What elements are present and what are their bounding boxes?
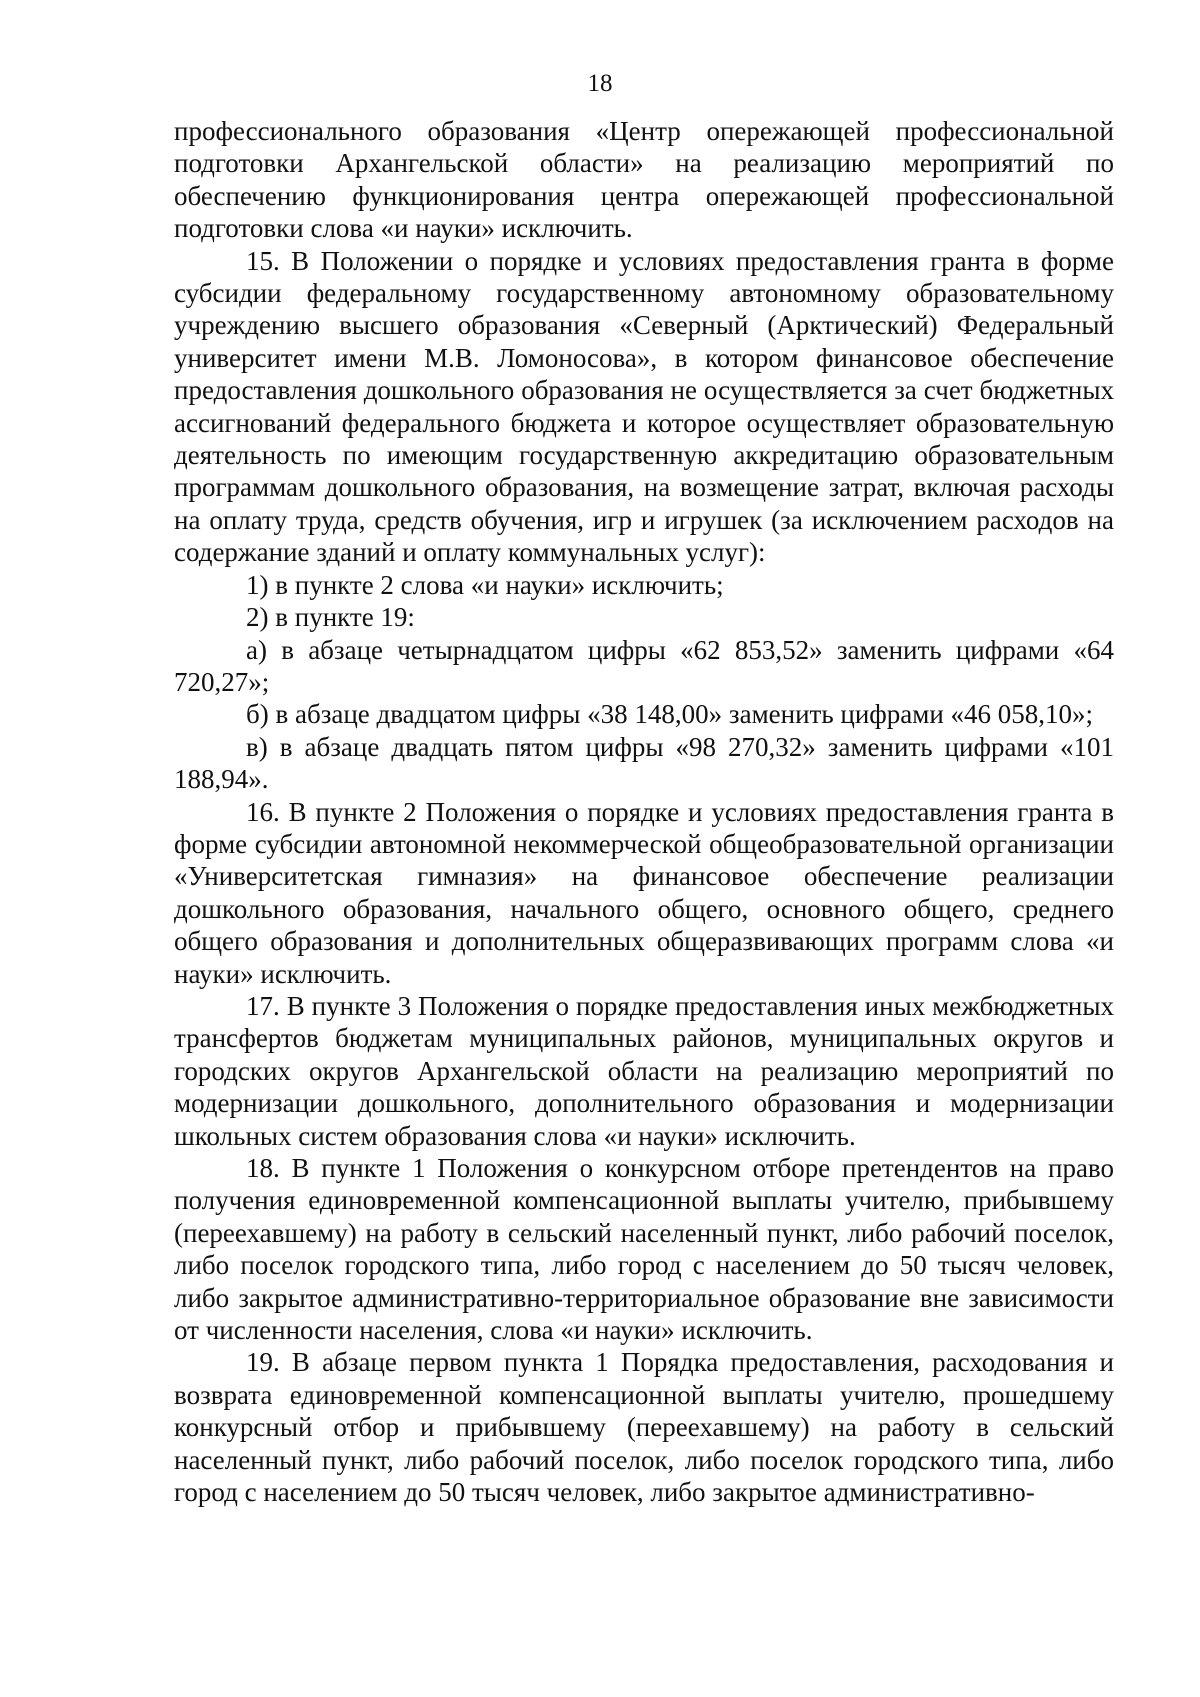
paragraph-subitem-1: 1) в пункте 2 слова «и науки» исключить; — [246, 569, 724, 600]
paragraph-item-17: 17. В пункте 3 Положения о порядке предоставления иных межбюджетных трансфертов бюджетам муниципальных районов, муниципальных округов и городских округов Архангельской области на реализацию мероприятий по модернизации дошкольного, дополнительного образования и модернизации школьных систем образования слова «и науки» исключить. — [174, 990, 1114, 1151]
paragraph-continuation: профессионального образования «Центр опережающей профессиональной подготовки Архангельской области» на реализацию мероприятий по обеспечению функционирования центра опережающей профессиональной подготовки слова «и науки» исключить. — [174, 116, 1114, 244]
paragraph-item-19: 19. В абзаце первом пункта 1 Порядка предоставления, расходования и возврата единовременной компенсационной выплаты учителю, прошедшему конкурсный отбор и прибывшему (переехавшему) на работу в сельский населенный пункт, либо рабочий поселок, либо поселок городского типа, либо город с населением до 50 тысяч человек, либо закрытое административно- — [174, 1347, 1114, 1508]
paragraph-subitem-b: б) в абзаце двадцатом цифры «38 148,00» заменить цифрами «46 058,10»; — [246, 699, 1094, 730]
document-body — [174, 115, 1114, 1508]
paragraph-item-15: 15. В Положении о порядке и условиях предоставления гранта в форме субсидии федеральному государственному автономному образовательному учреждению высшего образования «Северный (Арктический) Федеральный университет имени М.В. Ломоносова», в котором финансовое обеспечение предоставления дошкольного образования не осуществляется за счет бюджетных ассигнований федерального бюджета и которое осуществляет образовательную деятельность по имеющим государственную аккредитацию образовательным программам дошкольного образования, на возмещение затрат, включая расходы на оплату труда, средств обучения, игр и игрушек (за исключением расходов на содержание зданий и оплату коммунальных услуг): — [174, 245, 1114, 568]
paragraph-item-18: 18. В пункте 1 Положения о конкурсном отборе претендентов на право получения единовременной компенсационной выплаты учителю, прибывшему (переехавшему) на работу в сельский населенный пункт, либо рабочий поселок, либо поселок городского типа, либо город с населением до 50 тысяч человек, либо закрытое административно-территориальное образование вне зависимости от численности населения, слова «и науки» исключить. — [174, 1153, 1114, 1346]
paragraph-item-16: 16. В пункте 2 Положения о порядке и условиях предоставления гранта в форме субсидии автономной некоммерческой общеобразовательной организации «Университетская гимназия» на финансовое обеспечение реализации дошкольного образования, начального общего, основного общего, среднего общего образования и дополнительных общеразвивающих программ слова «и науки» исключить. — [174, 796, 1114, 989]
paragraph-subitem-v: в) в абзаце двадцать пятом цифры «98 270,32» заменить цифрами «101 188,94». — [174, 731, 1114, 795]
paragraph-subitem-a: а) в абзаце четырнадцатом цифры «62 853,52» заменить цифрами «64 720,27»; — [174, 634, 1114, 697]
page-number: 18 — [587, 70, 613, 97]
paragraph-subitem-2: 2) в пункте 19: — [246, 602, 415, 633]
